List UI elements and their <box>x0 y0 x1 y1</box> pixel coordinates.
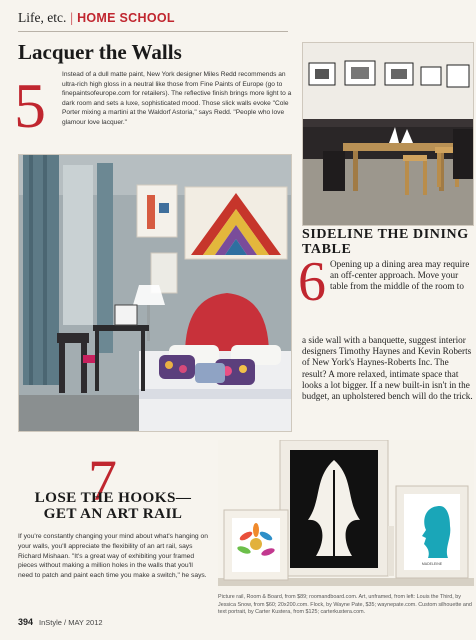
dining-room-photo <box>302 42 474 226</box>
tip6-body-wrap: Opening up a dining area may require an off-center approach. Move your table from the middle of the room to <box>330 259 470 292</box>
page-folio: 394 InStyle / MAY 2012 <box>18 617 103 627</box>
tip7-title: LOSE THE HOOKS— GET AN ART RAIL <box>34 489 192 522</box>
tip6-title: SIDELINE THE DINING TABLE <box>302 227 469 257</box>
header-rule <box>18 31 288 32</box>
tip5-title: Lacquer the Walls <box>18 40 182 64</box>
silhouette-caption: MADELEINE <box>421 562 443 566</box>
product-credits: Picture rail, Room & Board, from $89; roomandboard.com. Art, unframed, from left: Louis the Third, by Jessica Snow, from $60; 20x200.com. Flock, by Wayne Pate, $35; waynepate.com. Custom silhouette and text portrait, by Carter Kustera, from $125; carterkustera.com. <box>218 594 472 616</box>
bedroom-photo <box>18 154 292 432</box>
issue-date: MAY 2012 <box>68 618 103 627</box>
magazine-name: InStyle <box>39 618 62 627</box>
subsection-name: HOME SCHOOL <box>77 11 175 25</box>
page-number: 394 <box>18 617 34 627</box>
header-separator: | <box>70 10 74 25</box>
tip5-body: Instead of a dull matte paint, New York designer Miles Redd recommends an ultra-rich high gloss in a neutral like those from Fine Paints of Europe (go to finepaintsofeurope.com for retailers). The reflective finish brings more light to a dark room and sets a luxe, sophisticated mood. Those slick walls evoke "Cole Porter mixing a martini at the Waldorf Astoria," says Redd. "People who love glamour love lacquer." <box>62 71 292 126</box>
tip7-number: 7 <box>88 448 117 513</box>
tip5-number: 5 <box>14 70 46 141</box>
tip6-body-continued: a side wall with a banquette, suggest interior designers Timothy Haynes and Kevin Roberts of New York's Haynes-Roberts Inc. The result? A more relaxed, intimate space that looks a lot bigger. If a new built-in isn't in the budget, an upholstered bench will do the trick. <box>302 335 473 402</box>
section-name: Life, etc. <box>18 10 67 25</box>
art-rail-photo <box>218 440 474 590</box>
tip6-number: 6 <box>298 251 326 313</box>
section-header <box>18 10 175 26</box>
tip7-body: If you're constantly changing your mind about what's hanging on your walls, you'll appreciate the flexibility of an art rail, says Richard Mishaan. "It's a great way of exhibiting your framed pieces without making a million holes in the walls that you'll need to patch and paint each time you make a switch," he says. <box>18 533 208 580</box>
